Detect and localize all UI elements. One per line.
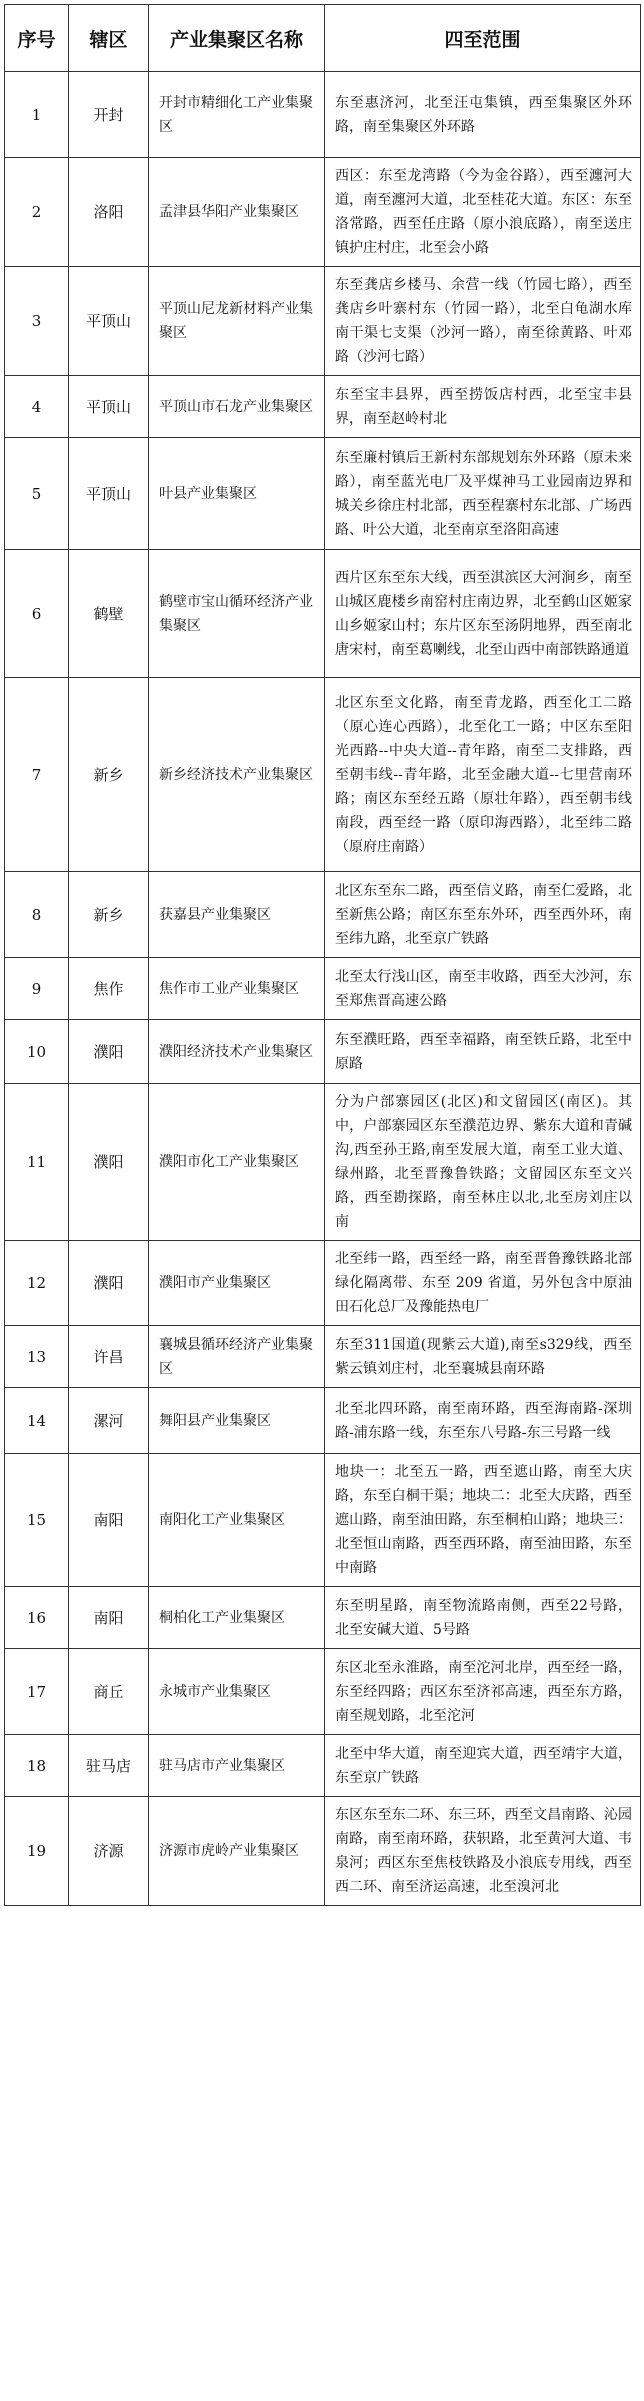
table-row (5, 1587, 641, 1649)
row-number-cell: 11 (5, 1084, 69, 1241)
boundary-range-cell: 分为户部寨园区(北区)和文留园区(南区)。其中，户部寨园区东至濮范边界、紫东大道和青碱沟,西至孙王路,南至发展大道，南至工业大道、绿州路，北至晋豫鲁铁路；文留园区东至文兴路，西至勘探路，南至林庄以北,北至房刘庄以南 (325, 1084, 641, 1241)
boundary-range-cell: 东至濮旺路，西至幸福路，南至铁丘路，北至中原路 (325, 1020, 641, 1084)
table-row (5, 1454, 641, 1587)
table-header-row (5, 5, 641, 72)
table-row (5, 958, 641, 1020)
cluster-name-cell: 鹤壁市宝山循环经济产业集聚区 (149, 550, 325, 678)
header-district: 辖区 (69, 5, 149, 72)
boundary-range-cell: 东至311国道(现紫云大道),南至s329线，西至紫云镇刘庄村，北至襄城县南环路 (325, 1326, 641, 1388)
row-number-cell: 5 (5, 438, 69, 550)
header-number: 序号 (5, 5, 69, 72)
district-cell: 平顶山 (69, 267, 149, 376)
district-cell: 平顶山 (69, 376, 149, 438)
header-cluster-name: 产业集聚区名称 (149, 5, 325, 72)
boundary-range-cell: 西区：东至龙湾路（今为金谷路），西至瀍河大道，南至瀍河大道，北至桂花大道。东区：东至洛常路，西至任庄路（原小浪底路），南至送庄镇护庄村庄，北至会小路 (325, 158, 641, 267)
cluster-name-cell: 南阳化工产业集聚区 (149, 1454, 325, 1587)
boundary-range-cell: 北至太行浅山区，南至丰收路，西至大沙河，东至郑焦晋高速公路 (325, 958, 641, 1020)
cluster-name-cell: 获嘉县产业集聚区 (149, 872, 325, 958)
cluster-name-cell: 驻马店市产业集聚区 (149, 1735, 325, 1797)
cluster-name-cell: 桐柏化工产业集聚区 (149, 1587, 325, 1649)
table-row (5, 438, 641, 550)
district-cell: 濮阳 (69, 1084, 149, 1241)
row-number-cell: 16 (5, 1587, 69, 1649)
row-number-cell: 3 (5, 267, 69, 376)
cluster-name-cell: 孟津县华阳产业集聚区 (149, 158, 325, 267)
district-cell: 洛阳 (69, 158, 149, 267)
table-row (5, 1649, 641, 1735)
boundary-range-cell: 东至宝丰县界，西至捞饭店村西，北至宝丰县界，南至赵岭村北 (325, 376, 641, 438)
row-number-cell: 19 (5, 1797, 69, 1906)
cluster-name-cell: 平顶山尼龙新材料产业集聚区 (149, 267, 325, 376)
row-number-cell: 2 (5, 158, 69, 267)
table-row (5, 72, 641, 158)
cluster-name-cell: 平顶山市石龙产业集聚区 (149, 376, 325, 438)
table-row (5, 550, 641, 678)
row-number-cell: 12 (5, 1241, 69, 1326)
district-cell: 新乡 (69, 678, 149, 872)
boundary-range-cell: 北至中华大道，南至迎宾大道，西至靖宇大道，东至京广铁路 (325, 1735, 641, 1797)
district-cell: 南阳 (69, 1454, 149, 1587)
boundary-range-cell: 北区东至文化路，南至青龙路，西至化工二路（原心连心西路），北至化工一路；中区东至阳光西路--中央大道--青年路，南至二支排路，西至朝韦线--青年路，北至金融大道--七里营南环路；南区东至经五路（原壮年路），西至朝韦线南段，西至经一路（原印海西路），北至纬二路（原府庄南路） (325, 678, 641, 872)
cluster-name-cell: 开封市精细化工产业集聚区 (149, 72, 325, 158)
boundary-range-cell: 东区东至东二环、东三环，西至文昌南路、沁园南路，南至南环路，获轵路，北至黄河大道、韦泉河；西区东至焦枝铁路及小浪底专用线，西至西二环、南至济运高速，北至溴河北 (325, 1797, 641, 1906)
table-row (5, 1388, 641, 1454)
row-number-cell: 17 (5, 1649, 69, 1735)
boundary-range-cell: 东至廉村镇后王新村东部规划东外环路（原未来路），南至蓝光电厂及平煤神马工业园南边界和城关乡徐庄村北部，西至程寨村东北部、广场西路、叶公大道，北至南京至洛阳高速 (325, 438, 641, 550)
row-number-cell: 6 (5, 550, 69, 678)
boundary-range-cell: 东至惠济河，北至汪屯集镇，西至集聚区外环路，南至集聚区外环路 (325, 72, 641, 158)
table-row (5, 872, 641, 958)
row-number-cell: 8 (5, 872, 69, 958)
boundary-range-cell: 北至北四环路，南至南环路，西至海南路-深圳路-浦东路一线，东至东八号路-东三号路一线 (325, 1388, 641, 1454)
cluster-name-cell: 舞阳县产业集聚区 (149, 1388, 325, 1454)
header-boundary-range: 四至范围 (325, 5, 641, 72)
table-row (5, 1735, 641, 1797)
district-cell: 南阳 (69, 1587, 149, 1649)
table-body (5, 72, 641, 1906)
table-row (5, 1326, 641, 1388)
row-number-cell: 14 (5, 1388, 69, 1454)
district-cell: 鹤壁 (69, 550, 149, 678)
cluster-name-cell: 濮阳经济技术产业集聚区 (149, 1020, 325, 1084)
cluster-name-cell: 濮阳市产业集聚区 (149, 1241, 325, 1326)
industrial-cluster-table (4, 4, 641, 1906)
district-cell: 济源 (69, 1797, 149, 1906)
cluster-name-cell: 濮阳市化工产业集聚区 (149, 1084, 325, 1241)
row-number-cell: 4 (5, 376, 69, 438)
row-number-cell: 13 (5, 1326, 69, 1388)
table-row (5, 678, 641, 872)
district-cell: 商丘 (69, 1649, 149, 1735)
district-cell: 开封 (69, 72, 149, 158)
table-row (5, 158, 641, 267)
row-number-cell: 7 (5, 678, 69, 872)
cluster-name-cell: 永城市产业集聚区 (149, 1649, 325, 1735)
row-number-cell: 9 (5, 958, 69, 1020)
cluster-name-cell: 济源市虎岭产业集聚区 (149, 1797, 325, 1906)
district-cell: 濮阳 (69, 1241, 149, 1326)
table-row (5, 376, 641, 438)
row-number-cell: 18 (5, 1735, 69, 1797)
boundary-range-cell: 北区东至东二路，西至信义路，南至仁爱路，北至新焦公路；南区东至东外环，西至西外环，南至纬九路，北至京广铁路 (325, 872, 641, 958)
table-row (5, 1020, 641, 1084)
district-cell: 许昌 (69, 1326, 149, 1388)
district-cell: 驻马店 (69, 1735, 149, 1797)
boundary-range-cell: 地块一：北至五一路，西至遮山路，南至大庆路，东至白桐干渠；地块二：北至大庆路，西至遮山路，南至油田路，东至桐柏山路；地块三：北至恒山南路，西至西环路，南至油田路，东至中南路 (325, 1454, 641, 1587)
table-row (5, 1084, 641, 1241)
table-row (5, 1241, 641, 1326)
cluster-name-cell: 新乡经济技术产业集聚区 (149, 678, 325, 872)
district-cell: 漯河 (69, 1388, 149, 1454)
cluster-name-cell: 焦作市工业产业集聚区 (149, 958, 325, 1020)
row-number-cell: 10 (5, 1020, 69, 1084)
district-cell: 焦作 (69, 958, 149, 1020)
boundary-range-cell: 西片区东至东大线，西至淇滨区大河涧乡，南至山城区鹿楼乡南窑村庄南边界，北至鹤山区姬家山乡姬家山村；东片区东至汤阴地界，西至南北唐宋村，南至葛喇线，北至山西中南部铁路通道 (325, 550, 641, 678)
cluster-name-cell: 叶县产业集聚区 (149, 438, 325, 550)
row-number-cell: 1 (5, 72, 69, 158)
table-row (5, 1797, 641, 1906)
boundary-range-cell: 东至龚店乡楼马、余营一线（竹园七路），西至龚店乡叶寨村东（竹园一路），北至白龟湖水库南干渠七支渠（沙河一路），南至徐黄路、叶邓路（沙河七路） (325, 267, 641, 376)
district-cell: 濮阳 (69, 1020, 149, 1084)
district-cell: 平顶山 (69, 438, 149, 550)
boundary-range-cell: 东至明星路，南至物流路南侧，西至22号路，北至安碱大道、5号路 (325, 1587, 641, 1649)
row-number-cell: 15 (5, 1454, 69, 1587)
boundary-range-cell: 东区北至永淮路，南至沱河北岸，西至经一路，东至经四路；西区东至济祁高速，西至东方路，南至规划路，北至沱河 (325, 1649, 641, 1735)
district-cell: 新乡 (69, 872, 149, 958)
cluster-name-cell: 襄城县循环经济产业集聚区 (149, 1326, 325, 1388)
boundary-range-cell: 北至纬一路，西至经一路，南至晋鲁豫铁路北部绿化隔离带、东至 209 省道，另外包含中原油田石化总厂及豫能热电厂 (325, 1241, 641, 1326)
table-row (5, 267, 641, 376)
